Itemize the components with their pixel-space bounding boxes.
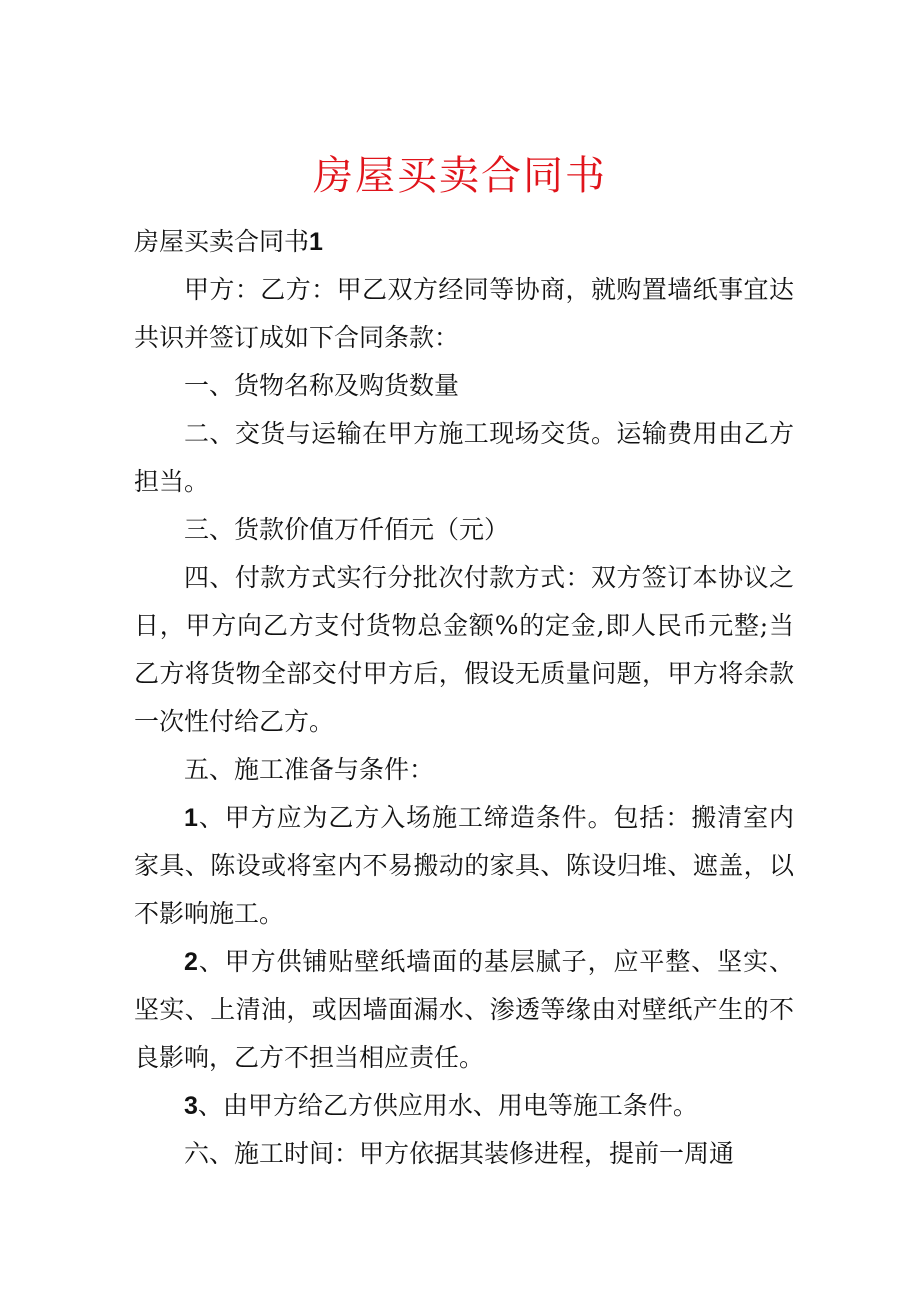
item-number: 1 [184,804,198,832]
item-number: 2 [184,948,198,976]
paragraph-clause-6: 六、施工时间：甲方依据其装修进程，提前一周通 [184,1139,735,1168]
document-body [134,218,794,1178]
item-text: 、甲方应为乙方入场施工缔造条件。包括：搬清室内家具、陈设或将室内不易搬动的家具、陈设归堆、遮盖，以不影响施工。 [134,803,794,928]
paragraph-clause-2: 二、交货与运输在甲方施工现场交货。运输费用由乙方担当。 [134,419,794,496]
section-heading [134,218,794,266]
paragraph-clause-3: 三、货款价值万仟佰元（元） [184,515,510,544]
section-heading-text: 房屋买卖合同书 [134,227,310,256]
item-number: 3 [184,1092,198,1120]
paragraph-clause-5: 五、施工准备与条件： [184,755,435,784]
numbered-item-2 [134,938,794,1082]
item-text: 、由甲方给乙方供应用水、用电等施工条件。 [197,1091,698,1120]
paragraph-clause-4: 四、付款方式实行分批次付款方式：双方签订本协议之日，甲方向乙方支付货物总金额%的定金,即人民币元整;当乙方将货物全部交付甲方后，假设无质量问题，甲方将余款一次性付给乙方。 [134,563,794,736]
item-text: 、甲方供铺贴壁纸墙面的基层腻子，应平整、坚实、坚实、上清油，或因墙面漏水、渗透等缘由对壁纸产生的不良影响，乙方不担当相应责任。 [134,947,794,1072]
document-title: 房屋买卖合同书 [313,153,607,199]
numbered-item-3 [134,1082,794,1130]
paragraph-parties: 甲方：乙方：甲乙双方经同等协商，就购置墙纸事宜达共识并签订成如下合同条款： [134,275,794,352]
numbered-item-1 [134,794,794,938]
section-heading-number: 1 [309,228,323,256]
paragraph-clause-1: 一、货物名称及购货数量 [184,371,460,400]
